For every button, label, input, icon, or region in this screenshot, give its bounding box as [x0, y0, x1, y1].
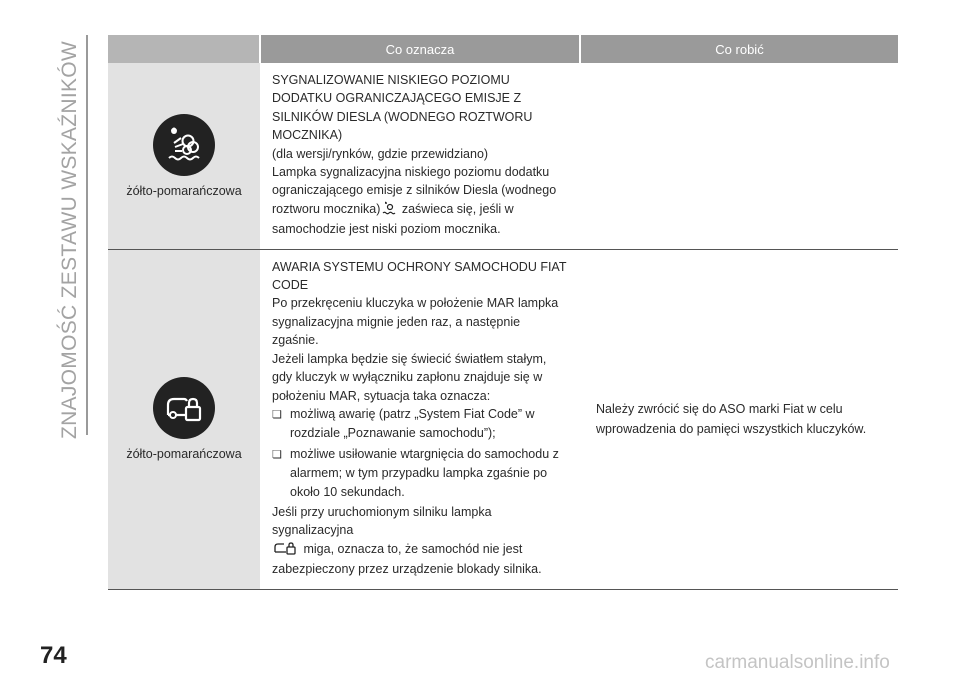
light-color-label: żółto-pomarańczowa	[126, 447, 242, 462]
exhaust-fluid-inline-icon	[382, 201, 396, 220]
table-row	[108, 249, 898, 589]
warning-paragraph: Po przekręceniu kluczyka w położenie MAR lampka sygnalizacyjna mignie jeden raz, a następnie zgaśnie.	[272, 296, 559, 348]
header-meaning: Co oznacza	[260, 35, 580, 63]
action-cell: Należy zwrócić się do ASO marki Fiat w celu wprowadzenia do pamięci wszystkich kluczyków.	[580, 249, 898, 589]
icon-cell	[108, 63, 260, 249]
header-icon-column	[108, 35, 260, 63]
chapter-title: ZNAJOMOŚĆ ZESTAWU WSKAŹNIKÓW	[58, 40, 81, 440]
warning-paragraph	[272, 540, 570, 579]
fiat-code-lock-icon	[153, 377, 215, 439]
warning-paragraph: Jeśli przy uruchomionym silniku lampka sygnalizacyjna	[272, 504, 492, 538]
table-header-row	[108, 35, 898, 63]
watermark: carmanualsonline.info	[705, 652, 890, 673]
fiat-code-inline-icon	[274, 541, 298, 560]
warning-paragraph: Jeżeli lampka będzie się świecić światłem stałym, gdy kluczyk w wyłączniku zapłonu znajduje się w położeniu MAR, sytuacja taka oznacza:	[272, 351, 547, 403]
warning-paragraph-end: miga, oznacza to, że samochód nie jest zabezpieczony przez urządzenie blokady silnika.	[272, 541, 542, 577]
header-action: Co robić	[580, 35, 898, 63]
meaning-cell	[260, 249, 580, 589]
warning-description	[272, 163, 570, 239]
page-number: 74	[40, 642, 67, 669]
description-part-1: Lampka sygnalizacyjna niskiego poziomu dodatku ograniczającego emisje z silników Diesla (wodnego roztworu mocznika)	[272, 165, 557, 216]
warning-title: SYGNALIZOWANIE NISKIEGO POZIOMU DODATKU OGRANICZAJĄCEGO EMISJE Z SILNIKÓW DIESLA (WODNEGO ROZTWORU MOCZNIKA)	[272, 73, 533, 143]
warning-lights-table	[108, 35, 898, 590]
meaning-cell	[260, 63, 580, 249]
bullet-item: ❏ możliwą awarię (patrz „System Fiat Code” w rozdziale „Poznawanie samochodu”);	[290, 405, 570, 443]
description-part-2: zaświeca się, jeśli w samochodzie jest niski poziom mocznika.	[272, 201, 514, 237]
table-row	[108, 63, 898, 249]
exhaust-fluid-warning-icon	[153, 114, 215, 176]
action-cell	[580, 63, 898, 249]
warning-subtitle: (dla wersji/rynków, gdzie przewidziano)	[272, 146, 489, 161]
chapter-divider	[86, 35, 88, 435]
bullet-item: ❏ możliwe usiłowanie wtargnięcia do samochodu z alarmem; w tym przypadku lampka zgaśnie po około 10 sekundach.	[290, 445, 570, 501]
light-color-label: żółto-pomarańczowa	[126, 183, 242, 198]
warning-title: AWARIA SYSTEMU OCHRONY SAMOCHODU FIAT CODE	[272, 259, 567, 293]
icon-cell	[108, 249, 260, 589]
